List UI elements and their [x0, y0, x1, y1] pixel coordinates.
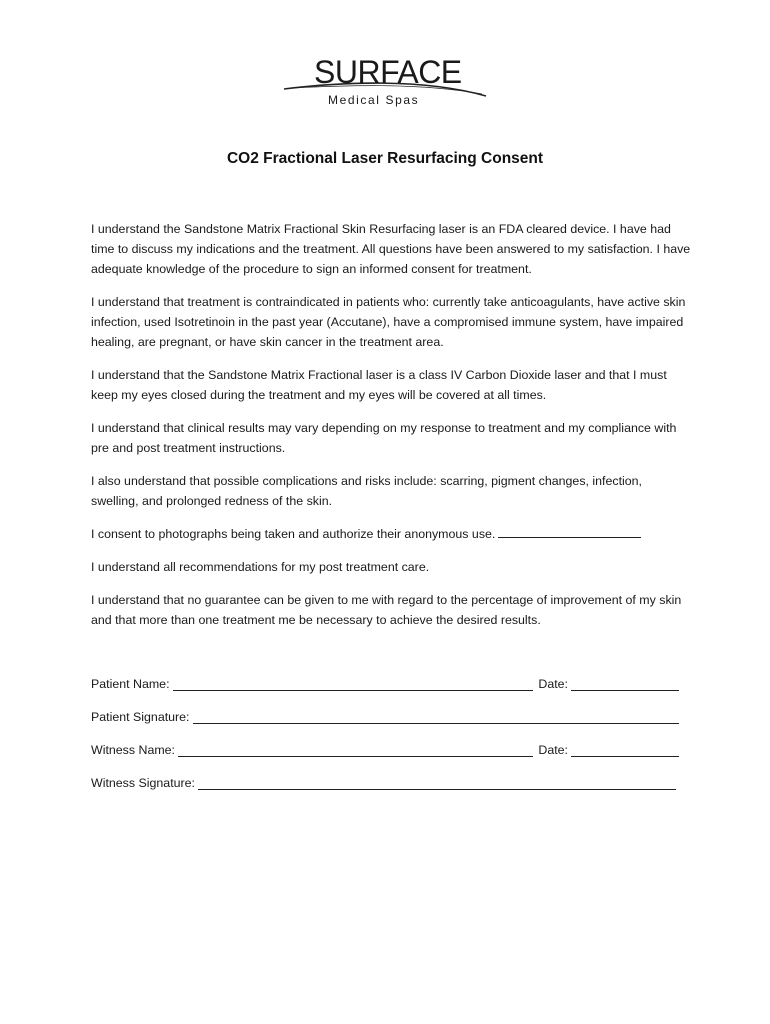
- consent-paragraph-laser-class: I understand that the Sandstone Matrix Fractional laser is a class IV Carbon Dioxide laser and that I must keep my eyes closed during the treatment and my eyes will be covered at all times.: [91, 368, 667, 402]
- witness-name-field[interactable]: [178, 743, 533, 757]
- consent-paragraph-complications: I also understand that possible complications and risks include: scarring, pigment changes, infection, swelling, and prolonged redness of the skin.: [91, 474, 642, 508]
- consent-paragraph-device: I understand the Sandstone Matrix Fractional Skin Resurfacing laser is an FDA cleared device. I have had time to discuss my indications and the treatment. All questions have been answered to my satisfaction. I have adequate knowledge of the procedure to sign an informed consent for treatment.: [91, 222, 691, 276]
- witness-name-row: [91, 743, 679, 757]
- svg-text:SURFACE: SURFACE: [314, 54, 462, 90]
- consent-paragraph-post-care: I understand all recommendations for my post treatment care.: [91, 560, 430, 574]
- surface-medical-spas-logo: [282, 52, 488, 110]
- svg-text:Medical Spas: Medical Spas: [328, 93, 420, 107]
- witness-signature-label: Witness Signature:: [91, 776, 195, 790]
- patient-signature-field[interactable]: [193, 710, 679, 724]
- consent-paragraph-photographs: [91, 524, 691, 544]
- patient-date-field[interactable]: [571, 677, 679, 691]
- patient-name-label: Patient Name:: [91, 677, 170, 691]
- patient-name-field[interactable]: [173, 677, 534, 691]
- patient-name-row: [91, 677, 679, 691]
- patient-date-label: Date:: [538, 677, 568, 691]
- witness-name-label: Witness Name:: [91, 743, 175, 757]
- photographs-initials-field[interactable]: [498, 524, 641, 538]
- witness-signature-field[interactable]: [198, 776, 676, 790]
- photographs-consent-text: I consent to photographs being taken and authorize their anonymous use.: [91, 527, 496, 541]
- witness-date-label: Date:: [538, 743, 568, 757]
- consent-paragraph-no-guarantee: I understand that no guarantee can be given to me with regard to the percentage of improvement of my skin and that more than one treatment me be necessary to achieve the desired results.: [91, 593, 682, 627]
- patient-signature-row: [91, 710, 679, 724]
- witness-date-field[interactable]: [571, 743, 679, 757]
- witness-signature-row: [91, 776, 676, 790]
- document-title: CO2 Fractional Laser Resurfacing Consent: [226, 150, 544, 167]
- consent-body: [91, 219, 691, 643]
- consent-paragraph-contraindications: I understand that treatment is contraindicated in patients who: currently take anticoagulants, have active skin infection, used Isotretinoin in the past year (Accutane), have a compromised immune system, have impaired healing, are pregnant, or have skin cancer in the treatment area.: [91, 295, 686, 349]
- patient-signature-label: Patient Signature:: [91, 710, 190, 724]
- consent-paragraph-results: I understand that clinical results may vary depending on my response to treatment and my compliance with pre and post treatment instructions.: [91, 421, 677, 455]
